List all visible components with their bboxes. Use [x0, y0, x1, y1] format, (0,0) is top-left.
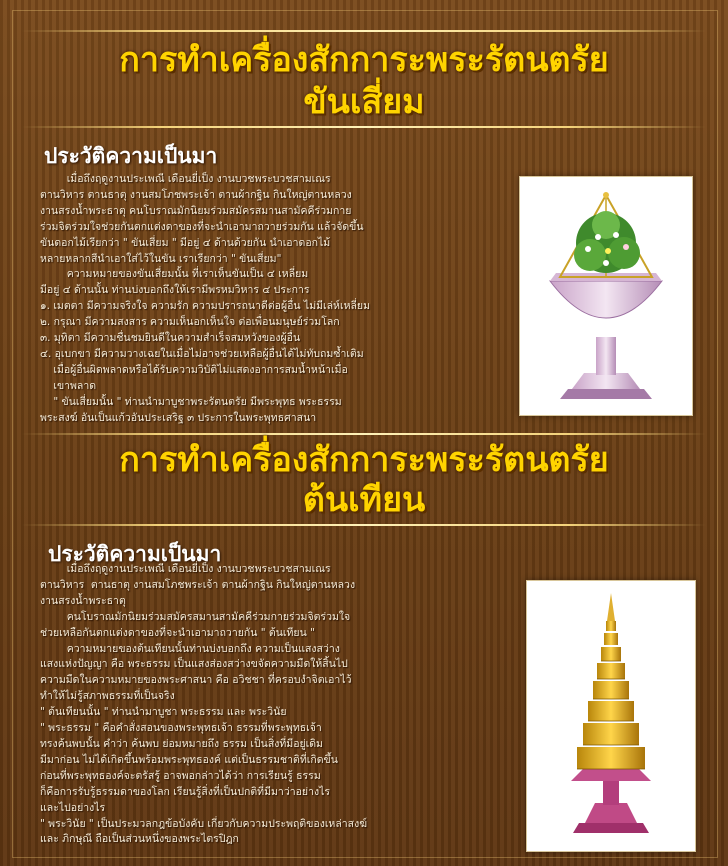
section1-text-line: ร่วมจิตร่วมใจช่วยกันตกแต่งดาของที่จะนำเอามาถวายร่วมกัน แล้วจัดขึ้น — [40, 220, 364, 233]
section2-text-line: และ ภิกษุณี ถือเป็นส่วนหนึ่งของพระไตรปิฎก — [40, 833, 239, 846]
section2-text-line: ก็คือการรับรู้ธรรมดาของโลก เรียนรู้สิ่งที่เป็นปกติที่มีมาว่าอย่างไร — [40, 785, 331, 798]
section2-text-line: มีมาก่อน ไม่ได้เกิดขึ้นพร้อมพระพุทธองค์ แต่เป็นธรรมชาติที่เกิดขึ้น — [40, 753, 338, 766]
section1-text-line: มีอยู่ ๔ ด้านนั้น ท่านบ่งบอกถึงให้เรามีพรหมวิหาร ๔ ประการ — [40, 284, 310, 297]
section1-heading: ประวัติความเป็นมา — [44, 144, 218, 168]
section1-text-line: ๒. กรุณา มีความสงสาร ความเห็นอกเห็นใจ ต่อเพื่อนมนุษย์ร่วมโลก — [40, 316, 340, 329]
section2-text-line: งานสรงน้ำพระธาตุ — [40, 594, 126, 607]
section2-text-line: และไปอย่างไร — [40, 801, 106, 814]
ton-thian-photo — [526, 580, 696, 852]
section2-top-rule — [22, 433, 706, 435]
section1-text-line: ตานวิหาร ตานธาตุ งานสมโภชพระเจ้า ตานผ้ากฐิน กินใหญ่ตานหลวง — [40, 188, 352, 201]
top-gold-rule — [22, 30, 706, 32]
khan-siam-image — [520, 177, 692, 415]
section1-text-line: งานสรงน้ำพระธาตุ คนโบราณมักนิยมร่วมสมัครสมานสามัคคีร่วมกาย — [40, 204, 352, 217]
section1-text-line: หลายหลากสีนำเอาใส่ไว้ในขัน เราเรียกว่า " ขันเสี่ยม" — [40, 252, 282, 265]
section2-text-line: ช่วยเหลือกันตกแต่งดาของที่จะนำเอามาถวายกัน " ต้นเทียน " — [40, 626, 315, 639]
section1-text-line: ๑. เมตตา มีความจริงใจ ความรัก ความปรารถนาดีต่อผู้อื่น ไม่มีเล่ห์เหลี่ยม — [40, 300, 371, 313]
section2-divider-rule — [22, 524, 706, 526]
section1-text-line: พระสงฆ์ อันเป็นแก้วอันประเสริฐ ๓ ประการในพระพุทธศาสนา — [40, 411, 317, 424]
section1-text-line: เมื่อผู้อื่นผิดพลาดหรือได้รับความวิบัติไม่แสดงอาการสมน้ำหน้าเมื่อ — [40, 363, 348, 376]
section1-title-line1: การทำเครื่องสักการะพระรัตนตรัย — [119, 40, 609, 80]
section2-text-line: ความมืดในความหมายของพระศาสนา คือ อวิชชา ที่ครอบงำจิตเอาไว้ — [40, 674, 352, 687]
section1-text-line: ๓. มุทิตา มีความชื่นชมยินดีในความสำเร็จสมหวังของผู้อื่น — [40, 332, 301, 345]
section2-text-line: แสงแห่งปัญญา คือ พระธรรม เป็นแสงส่องสว่างขจัดความมืดให้สิ้นไป — [40, 658, 348, 671]
section1-body — [40, 172, 370, 427]
section2-text-line: ทรงค้นพบนั้น คำว่า ค้นพบ ย่อมหมายถึง ธรรม เป็นสิ่งที่มีอยู่เดิม — [40, 737, 323, 750]
section1-text-line: ความหมายของขันเสี่ยมนั้น ที่เราเห็นขันเป็น ๔ เหลี่ยม — [40, 268, 309, 281]
section2-text-line: " พระวินัย " เป็นประมวลกฎข้อบังคับ เกี่ยวกับความประพฤติของเหล่าสงฆ์ — [40, 817, 368, 830]
section2-text-line: " พระธรรม " คือคำสั่งสอนของพระพุทธเจ้า ธรรมที่พระพุทธเจ้า — [40, 722, 322, 735]
section1-title-line2: ขันเสี่ยม — [303, 82, 425, 122]
khan-siam-photo — [519, 176, 693, 416]
section1-text-line: เขาพลาด — [40, 379, 97, 392]
section2-text-line: " ต้นเทียนนั้น " ท่านนำมาบูชา พระธรรม และ พระวินัย — [40, 706, 287, 719]
section2-heading: ประวัติความเป็นมา — [48, 542, 222, 566]
section1-text-line: ๔. อุเบกขา มีความวางเฉยในเมื่อไม่อาจช่วยเหลือผู้อื่นได้ไม่ทับถมซ้ำเติม — [40, 347, 364, 360]
section2-title-line1: การทำเครื่องสักการะพระรัตนตรัย — [119, 440, 609, 480]
section2-text-line: ทำให้ไม่รู้สภาพธรรมที่เป็นจริง — [40, 690, 175, 703]
section2-text-line: ตานวิหาร ตานธาตุ งานสมโภชพระเจ้า ตานผ้ากฐิน กินใหญ่ตานหลวง — [40, 578, 356, 591]
section2-text-line: ก่อนที่พระพุทธองค์จะตรัสรู้ อาจพอกล่าวได้ว่า การเรียนรู้ ธรรม — [40, 769, 321, 782]
ton-thian-image — [527, 581, 695, 851]
section1-text-line: เมื่อถึงฤดูงานประเพณี เดือนยี่เป็ง งานบวชพระบวชสามเณร — [40, 173, 331, 185]
section2-text-line: ความหมายของต้นเทียนนั้นท่านบ่งบอกถึง ความเป็นแสงสว่าง — [40, 642, 340, 655]
section2-body — [40, 562, 367, 848]
section2-text-line: เมื่อถึงฤดูงานประเพณี เดือนยี่เป็ง งานบวชพระบวชสามเณร — [40, 563, 331, 575]
section1-divider-rule — [22, 126, 706, 128]
section2-title-line2: ต้นเทียน — [302, 480, 426, 520]
section1-text-line: " ขันเสี่ยมนั้น " ท่านนำมาบูชาพระรัตนตรัย มีพระพุทธ พระธรรม — [40, 395, 342, 408]
section2-text-line: คนโบราณมักนิยมร่วมสมัครสมานสามัคคีร่วมกายร่วมจิตร่วมใจ — [40, 610, 351, 623]
section1-text-line: ขันดอกไม้เรียกว่า " ขันเสี่ยม " มีอยู่ ๔ ด้านด้วยกัน นำเอาดอกไม้ — [40, 236, 331, 249]
